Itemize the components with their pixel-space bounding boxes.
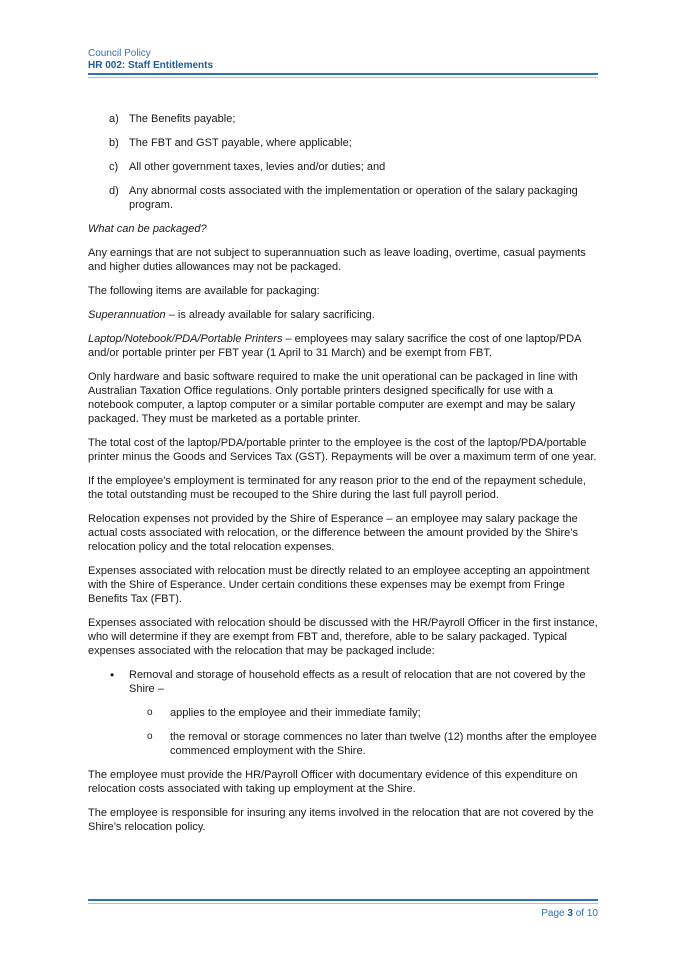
paragraph-total-cost: The total cost of the laptop/PDA/portable printer to the employee is the cost of the laptop/PDA/portable printer minus the Goods and Services Tax (GST). Repayments will be over a maximum term of one year. — [88, 437, 597, 463]
paragraph-following: The following items are available for packaging: — [88, 285, 320, 297]
superannuation-label: Superannuation — [88, 309, 166, 321]
superannuation-text: – is already available for salary sacrificing. — [165, 309, 375, 321]
list-item — [88, 668, 600, 696]
list-marker: c) — [109, 161, 119, 173]
list-item-text: the removal or storage commences no later than twelve (12) months after the employee commenced employment with the Shire. — [170, 731, 597, 757]
footer-rule — [88, 899, 598, 904]
relocation-bullet-list — [88, 668, 600, 696]
paragraph-superannuation — [88, 308, 600, 322]
list-item — [88, 136, 600, 150]
list-marker: a) — [109, 113, 119, 125]
list-marker: b) — [109, 137, 119, 149]
paragraph-relocation: Relocation expenses not provided by the Shire of Esperance – an employee may salary package the actual costs associated with relocation, or the difference between the amount provided by the Shire’s relocation policy and the total relocation expenses. — [88, 513, 578, 553]
header-policy-title: HR 002: Staff Entitlements — [88, 60, 214, 71]
paragraph-earnings: Any earnings that are not subject to superannuation such as leave loading, overtime, casual payments and higher duties allowances may not be packaged. — [88, 247, 586, 273]
list-item-text: applies to the employee and their immediate family; — [170, 707, 421, 719]
list-marker: d) — [109, 185, 119, 197]
bullet-marker: • — [110, 668, 115, 682]
list-item-text: Removal and storage of household effects as a result of relocation that are not covered by the Shire – — [129, 669, 586, 695]
list-item — [88, 160, 600, 174]
sub-bullet-marker: o — [147, 731, 153, 742]
footer-total-pages: 10 — [586, 908, 598, 919]
paragraph-expenses-direct: Expenses associated with relocation must be directly related to an employee accepting an appointment with the Shire of Esperance. Under certain conditions these expenses may be exempt from Fringe Benefits Tax (FBT). — [88, 565, 590, 605]
section-heading: What can be packaged? — [88, 223, 207, 235]
footer-page-word: Page — [541, 908, 565, 919]
paragraph-terminated: If the employee's employment is terminated for any reason prior to the end of the repayment schedule, the total outstanding must be recouped to the Shire during the last full payroll period. — [88, 475, 586, 501]
list-item — [129, 706, 600, 720]
paragraph-expenses-discuss: Expenses associated with relocation should be discussed with the HR/Payroll Officer in the first instance, who will determine if they are exempt from FBT and, therefore, able to be salary packaged. Typical expenses associated with the relocation that may be packaged include: — [88, 617, 598, 657]
list-item-text: All other government taxes, levies and/or duties; and — [129, 161, 386, 173]
laptop-label: Laptop/Notebook/PDA/Portable Printers — [88, 333, 283, 345]
list-item-text: Any abnormal costs associated with the implementation or operation of the salary packaging program. — [129, 185, 578, 211]
sub-bullet-marker: o — [147, 707, 153, 718]
list-item-text: The FBT and GST payable, where applicable; — [129, 137, 352, 149]
relocation-sub-list — [129, 706, 600, 758]
page-header — [88, 48, 598, 72]
body-content — [88, 112, 600, 844]
costs-list — [88, 112, 600, 212]
footer-page-number: 3 — [567, 908, 573, 919]
header-doc-type: Council Policy — [88, 48, 151, 59]
list-item-text: The Benefits payable; — [129, 113, 236, 125]
footer-of-word: of — [575, 908, 585, 919]
list-item — [88, 112, 600, 126]
paragraph-evidence: The employee must provide the HR/Payroll Officer with documentary evidence of this expenditure on relocation costs associated with taking up employment at the Shire. — [88, 769, 578, 795]
laptop-text: – employees may salary sacrifice the cost of one laptop/PDA and/or portable printer per FBT year (1 April to 31 March) and be exempt from FBT. — [88, 333, 581, 359]
paragraph-hardware: Only hardware and basic software required to make the unit operational can be packaged in line with Australian Taxation Office regulations. Only portable printers designed specifically for use with a notebook computer, a laptop computer or a similar portable computer are exempt and may be salary packaged. They must be marketed as a portable printer. — [88, 371, 578, 425]
list-item — [88, 184, 600, 212]
header-rule — [88, 73, 598, 78]
page-footer — [88, 908, 598, 919]
paragraph-laptop — [88, 332, 600, 360]
list-item — [129, 730, 600, 758]
paragraph-insuring: The employee is responsible for insuring any items involved in the relocation that are not covered by the Shire’s relocation policy. — [88, 807, 594, 833]
